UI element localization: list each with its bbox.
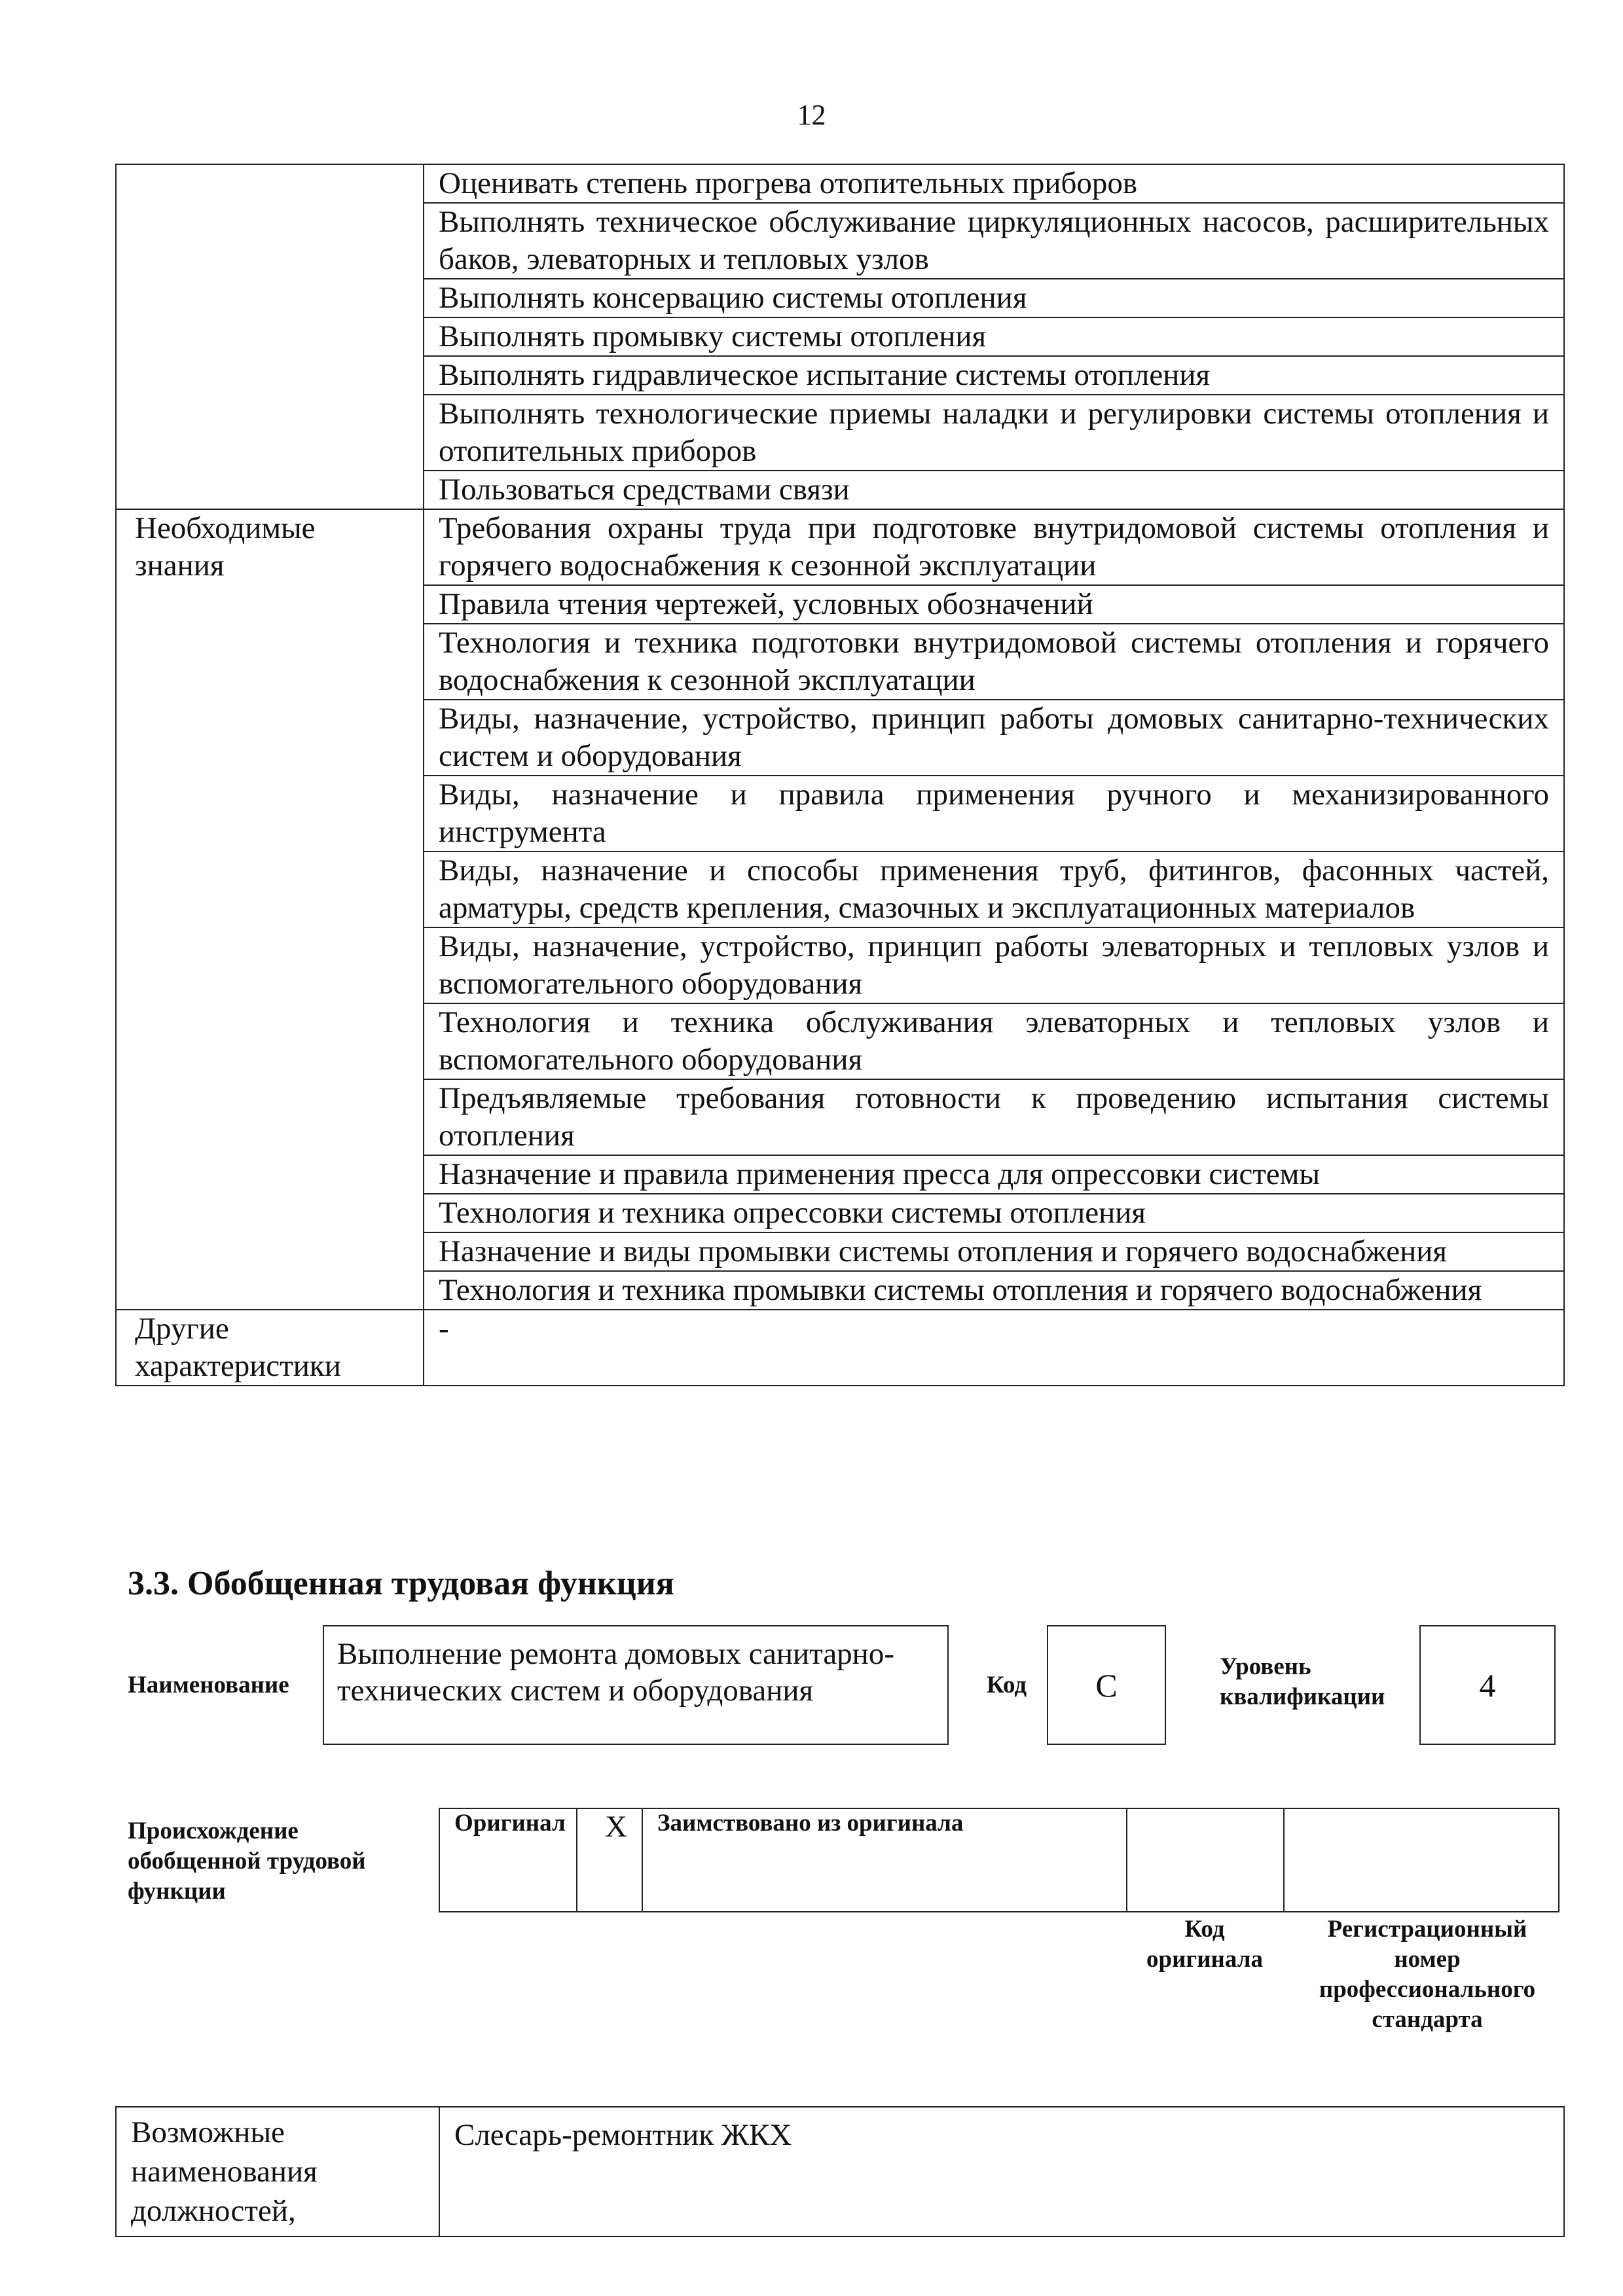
table-cell: Правила чтения чертежей, условных обозначений (424, 585, 1564, 624)
code-value: C (1095, 1666, 1118, 1704)
section-heading: 3.3. Обобщенная трудовая функция (128, 1565, 674, 1602)
page-number: 12 (797, 99, 826, 131)
name-label: Наименование (128, 1672, 289, 1698)
row-label-skills-continued (116, 164, 424, 509)
table-cell: Выполнять консервацию системы отопления (424, 279, 1564, 317)
table-cell: Виды, назначение и правила применения ручного и механизированного инструмента (424, 776, 1564, 852)
function-name-box: Выполнение ремонта домовых санитарно-технических систем и оборудования (323, 1625, 949, 1745)
code-caption: Код оригинала (1146, 1916, 1263, 1973)
level-box (1419, 1625, 1556, 1745)
row-label-other: Другие характеристики (116, 1310, 424, 1386)
code-box (1047, 1625, 1166, 1745)
table-cell: Требования охраны труда при подготовке внутридомовой системы отопления и горячего водоснабжения к сезонной эксплуатации (424, 509, 1564, 585)
table-body (116, 164, 1564, 1386)
row-label-knowledge: Необходимые знания (116, 509, 424, 1310)
original-code-cell (1127, 1808, 1284, 1912)
table-body (116, 2107, 1564, 2236)
table-cell: Назначение и правила применения пресса для опрессовки системы (424, 1155, 1564, 1194)
table-cell: Виды, назначение, устройство, принцип работы элеваторных и тепловых узлов и вспомогательного оборудования (424, 927, 1564, 1003)
table-row (116, 509, 1564, 585)
registration-caption: Регистрационный номер профессионального стандарта (1319, 1916, 1536, 2033)
borrowed-cell: Заимствовано из оригинала (642, 1808, 1127, 1912)
positions-table (115, 2106, 1565, 2237)
table-cell: Технология и техника подготовки внутридомовой системы отопления и горячего водоснабжения к сезонной эксплуатации (424, 624, 1564, 700)
code-label: Код (987, 1672, 1027, 1698)
table-cell: Выполнять технологические приемы наладки и регулировки системы отопления и отопительных приборов (424, 395, 1564, 471)
table-cell: Технология и техника опрессовки системы отопления (424, 1194, 1564, 1232)
level-value: 4 (1479, 1666, 1496, 1704)
knowledge-skills-table (115, 164, 1565, 1386)
origin-table (439, 1808, 1559, 1912)
original-cell: Оригинал (439, 1808, 577, 1912)
table-row (116, 1310, 1564, 1386)
table-cell: Выполнять гидравлическое испытание системы отопления (424, 356, 1564, 395)
table-cell: Оценивать степень прогрева отопительных приборов (424, 164, 1564, 203)
registration-number-cell (1284, 1808, 1559, 1912)
original-mark: X (577, 1808, 642, 1912)
table-row (439, 1808, 1559, 1912)
table-row (116, 164, 1564, 203)
table-cell: Виды, назначение и способы применения труб, фитингов, фасонных частей, арматуры, средств крепления, смазочных и эксплуатационных материалов (424, 852, 1564, 927)
origin-label: Происхождение обобщенной трудовой функции (128, 1818, 366, 1905)
table-row (116, 2107, 1564, 2236)
table-body (439, 1808, 1559, 1912)
table-cell: Назначение и виды промывки системы отопления и горячего водоснабжения (424, 1232, 1564, 1271)
table-cell: Предъявляемые требования готовности к проведению испытания системы отопления (424, 1079, 1564, 1155)
table-cell: Виды, назначение, устройство, принцип работы домовых санитарно-технических систем и оборудования (424, 700, 1564, 776)
table-cell: Технология и техника промывки системы отопления и горячего водоснабжения (424, 1271, 1564, 1310)
table-cell: Технология и техника обслуживания элеваторных и тепловых узлов и вспомогательного оборудования (424, 1003, 1564, 1079)
positions-label: Возможные наименования должностей, (116, 2107, 439, 2236)
table-cell: Выполнять промывку системы отопления (424, 317, 1564, 356)
table-cell: - (424, 1310, 1564, 1386)
level-label: Уровень квалификации (1220, 1653, 1385, 1710)
table-cell: Пользоваться средствами связи (424, 471, 1564, 509)
table-cell: Выполнять техническое обслуживание циркуляционных насосов, расширительных баков, элеваторных и тепловых узлов (424, 203, 1564, 279)
positions-value: Слесарь-ремонтник ЖКХ (439, 2107, 1564, 2236)
